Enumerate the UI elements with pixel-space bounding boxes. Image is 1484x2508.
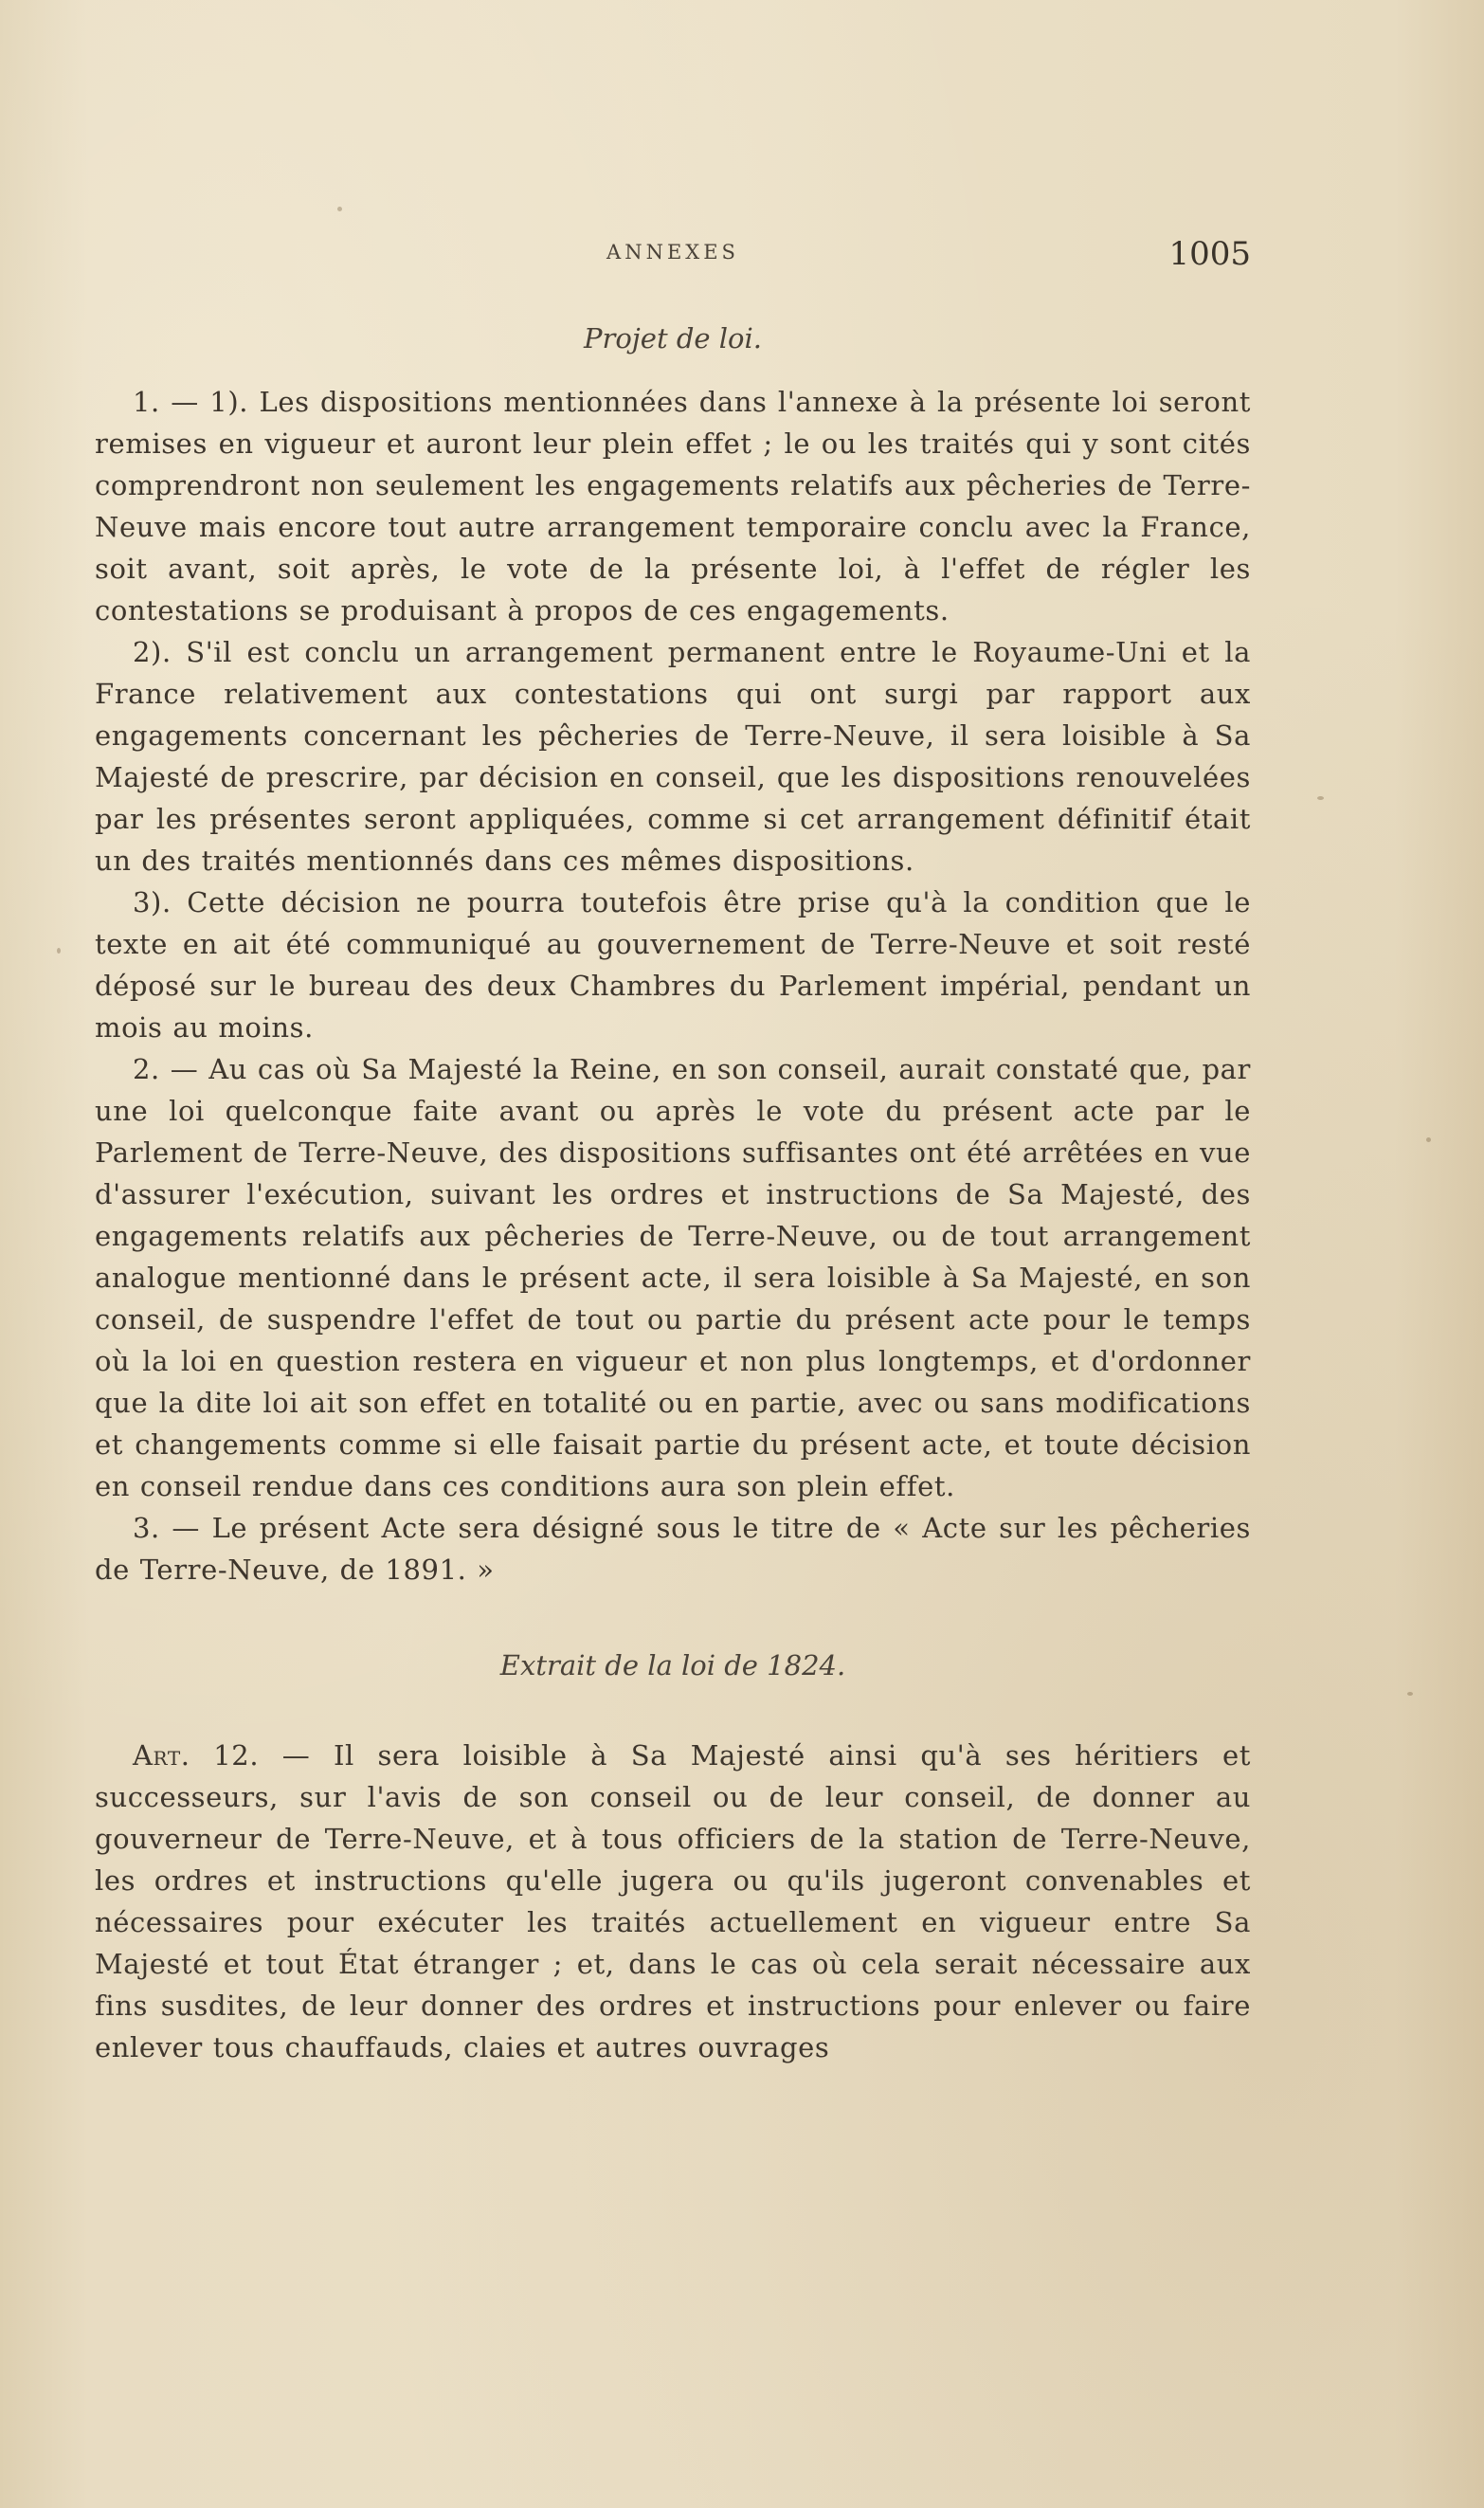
page-header: [95, 235, 1251, 273]
paragraph-article-3: 3. — Le présent Acte sera désigné sous le titre de « Acte sur les pêcheries de Terre-Neuve, de 1891. »: [95, 1512, 1251, 1586]
paragraph-article-12: [95, 1735, 1251, 2068]
paragraph-article-1-2: 2). S'il est conclu un arrangement permanent entre le Royaume-Uni et la France relativement aux contestations qui ont surgi par rapport aux engagements concernant les pêcheries de Terre-Neuve, il sera loisible à Sa Majesté de prescrire, par décision en conseil, que les dispositions renouvelées par les présentes seront appliquées, comme si cet arrangement définitif était un des traités mentionnés dans ces mêmes dispositions.: [95, 636, 1251, 877]
section-title-projet-de-loi: Projet de loi.: [583, 322, 763, 354]
paragraph-article-1-3: 3). Cette décision ne pourra toutefois être prise qu'à la condition que le texte en ait été communiqué au gouvernement de Terre-Neuve et soit resté déposé sur le bureau des deux Chambres du Parlement impérial, pendant un mois au moins.: [95, 886, 1251, 1044]
body-text: [95, 322, 1251, 2068]
running-head: ANNEXES: [606, 241, 739, 264]
paper-speck: [337, 207, 342, 211]
paragraph-article-1-1: 1. — 1). Les dispositions mentionnées dans l'annexe à la présente loi seront remises en vigueur et auront leur plein effet ; le ou les traités qui y sont cités comprendront non seulement les engagements relatifs aux pêcheries de Terre-Neuve mais encore tout autre arrangement temporaire conclu avec la France, soit avant, soit après, le vote de la présente loi, à l'effet de régler les contestations se produisant à propos de ces engagements.: [95, 386, 1251, 627]
section-title-extrait: Extrait de la loi de 1824.: [499, 1649, 846, 1681]
article-label: Art.: [133, 1739, 190, 1772]
paper-speck: [1426, 1137, 1431, 1142]
paragraph-article-2: 2. — Au cas où Sa Majesté la Reine, en son conseil, aurait constaté que, par une loi quelconque faite avant ou après le vote du présent acte par le Parlement de Terre-Neuve, des dispositions suffisantes ont été arrêtées en vue d'assurer l'exécution, suivant les ordres et instructions de Sa Majesté, des engagements relatifs aux pêcheries de Terre-Neuve, ou de tout arrangement analogue mentionné dans le présent acte, il sera loisible à Sa Majesté, en son conseil, de suspendre l'effet de tout ou partie du présent acte pour le temps où la loi en question restera en vigueur et non plus longtemps, et d'ordonner que la dite loi ait son effet en totalité ou en partie, avec ou sans modifications et changements comme si elle faisait partie du présent acte, et toute décision en conseil rendue dans ces conditions aura son plein effet.: [95, 1053, 1251, 1502]
page-number: 1005: [1168, 235, 1251, 273]
paper-speck: [1317, 796, 1324, 800]
paper-speck: [57, 948, 61, 954]
paper-speck: [1407, 1692, 1413, 1696]
article-12-text: 12. — Il sera loisible à Sa Majesté ainsi qu'à ses héritiers et successeurs, sur l'avis de son conseil ou de leur conseil, de donner au gouverneur de Terre-Neuve, et à tous officiers de la station de Terre-Neuve, les ordres et instructions qu'elle jugera ou qu'ils jugeront convenables et nécessaires pour exécuter les traités actuellement en vigueur entre Sa Majesté et tout État étranger ; et, dans le cas où cela serait nécessaire aux fins susdites, de leur donner des ordres et instructions pour enlever ou faire enlever tous chauffauds, claies et autres ouvrages: [95, 1739, 1251, 2063]
